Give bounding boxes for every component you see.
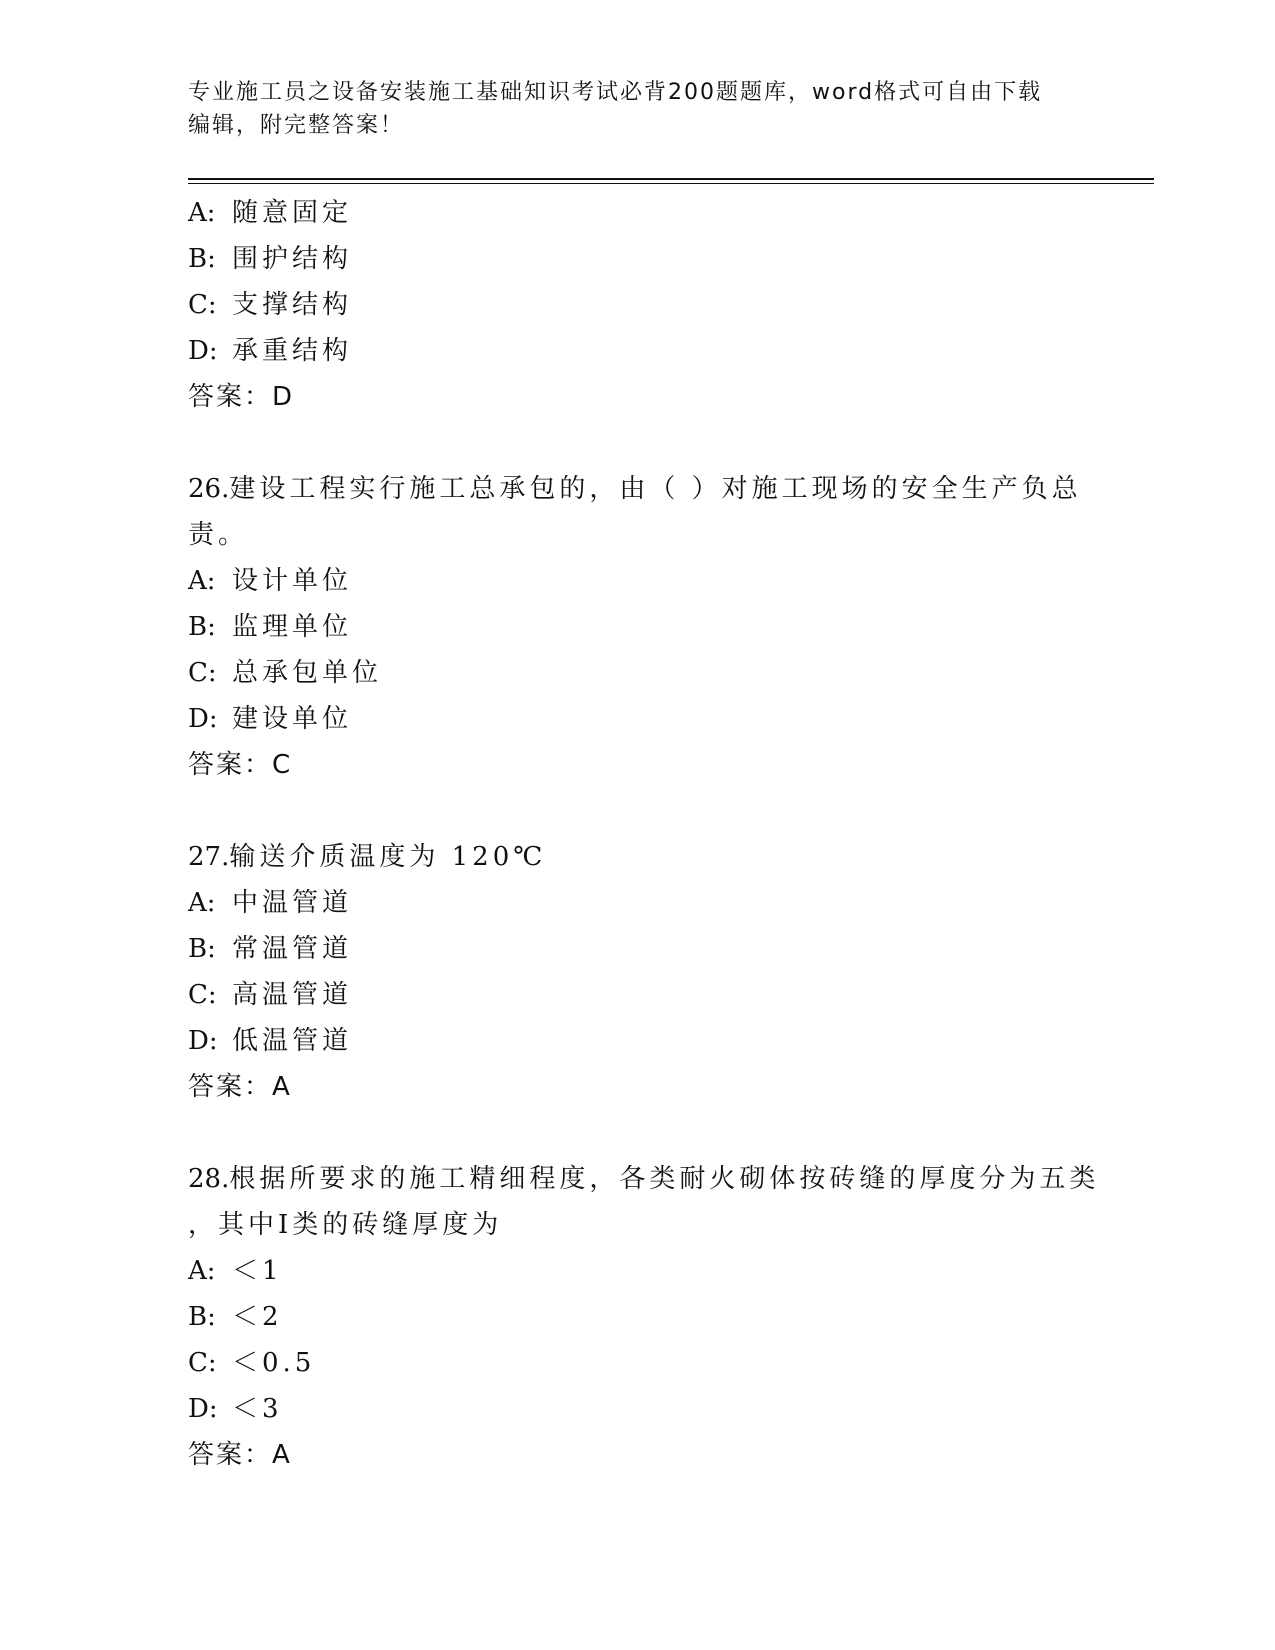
option-text: 总承包单位 [232,658,383,688]
question-text: 输送介质温度为 120℃ [229,842,547,872]
option-key: B: [188,1302,216,1332]
document-header [188,76,1088,142]
question-text-line-2: 责。 [188,520,249,550]
question-25 [188,190,1088,420]
option-key: A: [188,888,216,918]
option-text: 承重结构 [232,336,353,366]
header-divider-thick [188,178,1154,180]
option-text: ＜3 [232,1394,283,1424]
option-text: ＜2 [232,1302,283,1332]
question-list [188,190,1100,1478]
option-a [188,558,1088,604]
question-27 [188,834,1088,1110]
option-text: ＜1 [232,1256,283,1286]
option-b [188,604,1088,650]
answer-line: 答案：C [188,750,293,780]
spacer [188,788,1088,834]
question-28 [188,1156,1100,1478]
option-c [188,282,1088,328]
option-a [188,880,1088,926]
option-key: C: [188,290,217,320]
option-text: 监理单位 [232,612,353,642]
option-key: C: [188,658,217,688]
header-divider-thin [188,183,1154,184]
option-text: 支撑结构 [232,290,353,320]
option-key: D: [188,704,218,734]
header-title-line-1: 专业施工员之设备安装施工基础知识考试必背200题题库，word格式可自由下载 [188,80,1043,105]
question-text: 建设工程实行施工总承包的，由（ ）对施工现场的安全生产负总 [229,474,1082,504]
question-text: 根据所要求的施工精细程度，各类耐火砌体按砖缝的厚度分为五类 [229,1164,1100,1194]
option-d [188,328,1088,374]
option-text: 常温管道 [232,934,353,964]
option-d [188,1018,1088,1064]
option-a [188,190,1088,236]
question-text-line-1 [188,466,1088,512]
spacer [188,420,1088,466]
option-b [188,236,1088,282]
question-26 [188,466,1088,788]
option-text: 建设单位 [232,704,353,734]
option-text: ＜0.5 [232,1348,316,1378]
option-text: 围护结构 [232,244,353,274]
option-text: 高温管道 [232,980,353,1010]
option-b [188,1294,1088,1340]
question-text-line-1 [188,834,1088,880]
question-number: 26. [188,474,230,504]
option-c [188,650,1088,696]
option-key: D: [188,336,218,366]
option-key: C: [188,1348,217,1378]
option-key: D: [188,1026,218,1056]
option-text: 低温管道 [232,1026,353,1056]
option-d [188,696,1088,742]
option-a [188,1248,1088,1294]
question-number: 27. [188,842,230,872]
option-text: 设计单位 [232,566,353,596]
spacer [188,1110,1088,1156]
option-c [188,972,1088,1018]
header-title-line-2: 编辑，附完整答案！ [188,113,405,138]
answer-line: 答案：D [188,382,295,412]
question-text-line-1 [188,1156,1100,1202]
answer-line: 答案：A [188,1072,292,1102]
option-text: 随意固定 [232,198,353,228]
option-b [188,926,1088,972]
option-d [188,1386,1088,1432]
option-key: A: [188,198,216,228]
option-key: A: [188,1256,216,1286]
option-key: B: [188,244,216,274]
option-c [188,1340,1088,1386]
option-text: 中温管道 [232,888,353,918]
question-number: 28. [188,1164,230,1194]
answer-line: 答案：A [188,1440,292,1470]
question-text-line-2: ，其中Ⅰ类的砖缝厚度为 [188,1210,503,1240]
option-key: B: [188,612,216,642]
option-key: A: [188,566,216,596]
option-key: C: [188,980,217,1010]
option-key: D: [188,1394,218,1424]
option-key: B: [188,934,216,964]
